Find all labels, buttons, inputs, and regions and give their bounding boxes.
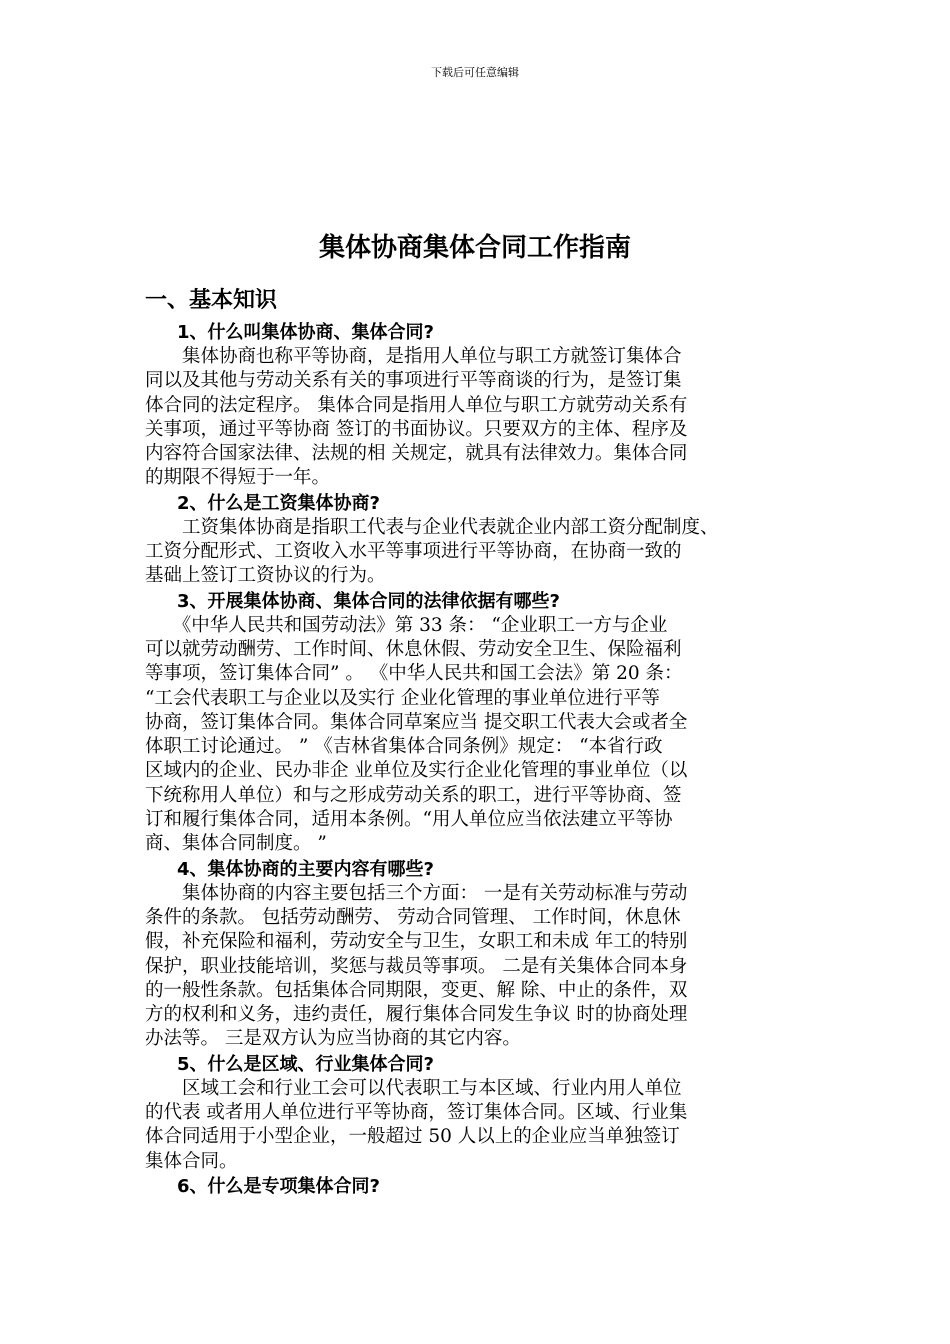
answer-line: 集体协商的内容主要包括三个方面： 一是有关劳动标准与劳动	[145, 882, 688, 904]
question-heading: 5、什么是区域、行业集体合同?	[177, 1053, 434, 1075]
question-heading: 3、开展集体协商、集体合同的法律依据有哪些?	[177, 590, 560, 612]
answer-line: 内容符合国家法律、法规的相 关规定，就具有法律效力。集体合同	[145, 443, 688, 465]
answer-line: 条件的条款。 包括劳动酬劳、 劳动合同管理、 工作时间，休息休	[145, 906, 681, 928]
answer-line: 体职工讨论通过。 ” 《吉林省集体合同条例》规定： “本省行政	[145, 736, 663, 758]
qa-block	[145, 1052, 815, 1174]
answer-line: 协商，签订集体合同。集体合同草案应当 提交职工代表大会或者全	[145, 711, 688, 733]
answer-line: 体合同的法定程序。 集体合同是指用人单位与职工方就劳动关系有	[145, 394, 688, 416]
answer-line: 方的权利和义务，违约责任，履行集体合同发生争议 时的协商处理	[145, 1004, 688, 1026]
answer-line: 的一般性条款。包括集体合同期限，变更、解 除、中止的条件，双	[145, 979, 688, 1001]
qa-block	[145, 1174, 815, 1199]
answer-line: 订和履行集体合同，适用本条例。“用人单位应当依法建立平等协	[145, 809, 673, 831]
answer-line: 集体合同。	[145, 1150, 238, 1172]
answer-line: 区域工会和行业工会可以代表职工与本区域、行业内用人单位	[145, 1077, 682, 1099]
answer-line: 工资集体协商是指职工代表与企业代表就企业内部工资分配制度、	[145, 516, 719, 538]
answer-line: 假，补充保险和福利，劳动安全与卫生，女职工和未成 年工的特别	[145, 931, 688, 953]
question-heading: 4、集体协商的主要内容有哪些?	[177, 858, 434, 880]
answer-line: 的代表 或者用人单位进行平等协商，签订集体合同。区域、行业集	[145, 1102, 688, 1124]
answer-line: 区域内的企业、民办非企 业单位及实行企业化管理的事业单位（以	[145, 760, 688, 782]
document-title: 集体协商集体合同工作指南	[318, 233, 631, 263]
question-heading: 2、什么是工资集体协商?	[177, 492, 380, 514]
answer-line: “工会代表职工与企业以及实行 企业化管理的事业单位进行平等	[145, 687, 660, 709]
answer-line: 保护，职业技能培训，奖惩与裁员等事项。 二是有关集体合同本身	[145, 955, 688, 977]
answer-line: 的期限不得短于一年。	[145, 467, 331, 489]
question-heading: 1、什么叫集体协商、集体合同?	[177, 322, 434, 343]
answer-paragraph	[145, 345, 815, 491]
answer-paragraph	[145, 516, 815, 589]
answer-line: 下统称用人单位）和与之形成劳动关系的职工，进行平等协商、签	[145, 784, 682, 806]
answer-line: 办法等。 三是双方认为应当协商的其它内容。	[145, 1028, 521, 1050]
qa-block	[145, 857, 815, 1052]
answer-paragraph	[145, 614, 815, 857]
answer-line: 《中华人民共和国劳动法》第 33 条： “企业职工一方与企业	[145, 614, 668, 636]
answer-line: 体合同适用于小型企业，一般超过 50 人以上的企业应当单独签订	[145, 1126, 680, 1148]
answer-line: 基础上签订工资协议的行为。	[145, 565, 386, 587]
answer-line: 同以及其他与劳动关系有关的事项进行平等商谈的行为，是签订集	[145, 370, 682, 392]
answer-line: 集体协商也称平等协商，是指用人单位与职工方就签订集体合	[145, 346, 682, 367]
qa-block	[145, 589, 815, 857]
question-heading: 6、什么是专项集体合同?	[177, 1175, 380, 1197]
qa-block	[145, 320, 815, 491]
qa-block	[145, 491, 815, 589]
answer-line: 工资分配形式、工资收入水平等事项进行平等协商，在协商一致的	[145, 541, 682, 563]
answer-line: 可以就劳动酬劳、工作时间、休息休假、劳动安全卫生、保险福利	[145, 638, 682, 660]
answer-paragraph	[145, 1077, 815, 1174]
answer-line: 关事项，通过平等协商 签订的书面协议。只要双方的主体、程序及	[145, 418, 688, 440]
answer-line: 等事项，签订集体合同” 。 《中华人民共和国工会法》第 20 条：	[145, 663, 683, 685]
page-header-note: 下载后可任意编辑	[431, 66, 519, 79]
section-heading: 一、基本知识	[145, 288, 278, 313]
answer-paragraph	[145, 882, 815, 1052]
document-body	[145, 320, 815, 1199]
answer-line: 商、集体合同制度。 ”	[145, 833, 327, 855]
